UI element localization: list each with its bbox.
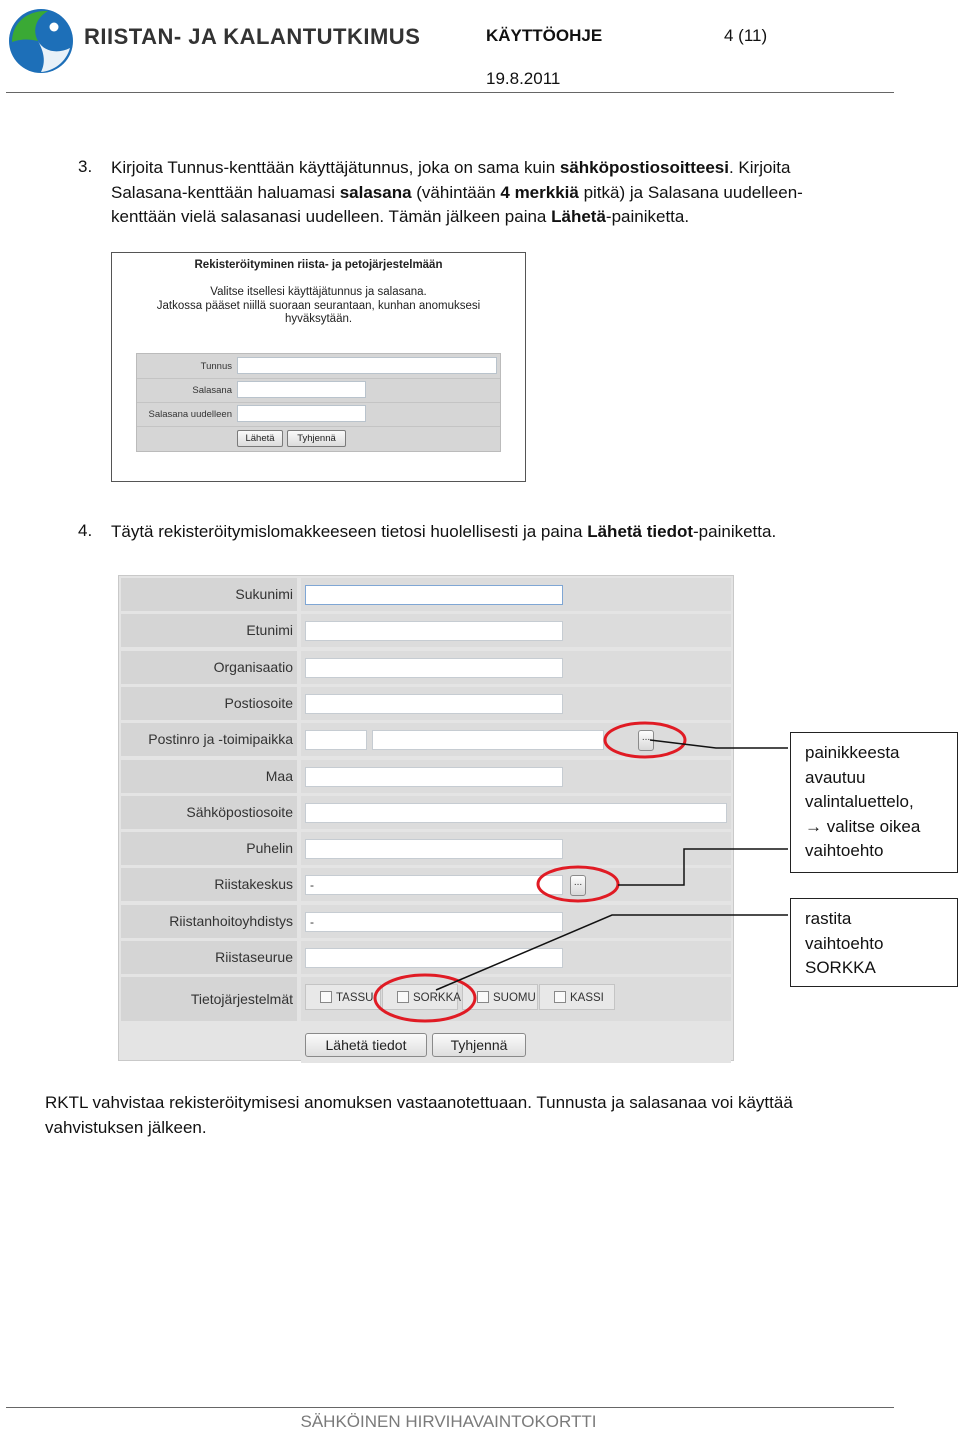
hunting-party-cell	[301, 941, 731, 974]
send-button[interactable]: Lähetä	[237, 430, 283, 447]
text-run: Salasana-kenttään haluamasi	[111, 182, 340, 202]
game-center-input[interactable]: -	[305, 875, 563, 895]
page-number: 4 (11)	[724, 26, 768, 45]
bold-term: 4 merkkiä	[500, 182, 579, 202]
username-input[interactable]	[237, 357, 497, 374]
game-center-cell	[301, 868, 731, 901]
account-form	[136, 353, 501, 452]
email-label: Sähköpostiosoite	[121, 796, 297, 829]
password-repeat-label: Salasana uudelleen	[148, 409, 232, 420]
step-3-text	[111, 156, 871, 230]
step-4-number: 4.	[78, 521, 93, 540]
hunting-association-label: Riistanhoitoyhdistys	[121, 905, 297, 938]
form-row-organization	[121, 651, 731, 684]
system-option-suomu	[462, 984, 538, 1010]
footer-title: SÄHKÖINEN HIRVIHAVAINTOKORTTI	[300, 1412, 597, 1431]
postal-code-input[interactable]	[305, 730, 367, 750]
registration-form-screenshot	[118, 575, 734, 1061]
surname-label: Sukunimi	[121, 578, 297, 611]
step-4-text	[111, 520, 891, 545]
form-row-username	[137, 354, 500, 379]
form-buttons-row	[121, 1023, 731, 1063]
sorkka-callout	[790, 898, 958, 987]
text-line	[45, 1091, 925, 1116]
form-row-information-systems	[121, 977, 731, 1021]
postal-cell	[301, 723, 731, 756]
system-option-kassi	[539, 984, 615, 1010]
form-row-game-center	[121, 868, 731, 901]
picker-button[interactable]: ...	[638, 730, 654, 751]
first-name-input[interactable]	[305, 621, 563, 641]
system-option-sorkka	[382, 984, 461, 1010]
text-run: vahvistuksen jälkeen.	[45, 1117, 207, 1137]
form-row-street-address	[121, 687, 731, 720]
phone-cell	[301, 832, 731, 865]
checkbox-label: TASSU	[336, 992, 374, 1005]
footer-divider	[6, 1407, 894, 1408]
registration-intro	[122, 286, 515, 327]
text-run: kenttään vielä salasanasi uudelleen. Tämän jälkeen paina	[111, 207, 552, 226]
picker-button[interactable]: ...	[570, 875, 586, 896]
header-divider	[6, 92, 894, 93]
password-input[interactable]	[237, 381, 366, 398]
email-input[interactable]	[305, 803, 727, 823]
checkbox-label: KASSI	[570, 992, 604, 1005]
form-row-hunting-association	[121, 905, 731, 938]
organization-input[interactable]	[305, 658, 563, 678]
organization-label: Organisaatio	[121, 651, 297, 684]
text-line	[45, 1116, 925, 1141]
callout-line: painikkeesta	[805, 743, 900, 762]
document-type: KÄYTTÖOHJE	[486, 26, 603, 45]
password-label: Salasana	[192, 385, 232, 396]
closing-paragraph	[45, 1091, 925, 1140]
callout-line: rastita	[805, 909, 852, 928]
text-line	[111, 181, 871, 206]
password-repeat-input[interactable]	[237, 405, 366, 422]
callout-line: avautuu	[805, 767, 866, 787]
form-row-first-name	[121, 614, 731, 647]
intro-line: Valitse itsellesi käyttäjätunnus ja salasana.	[210, 286, 427, 298]
checkbox-sorkka[interactable]	[397, 991, 409, 1003]
text-line	[111, 156, 871, 181]
callout-line: vaihtoehto	[805, 933, 884, 953]
form-buttons-cell	[301, 1023, 731, 1063]
text-run: -painiketta.	[605, 207, 690, 226]
callout-line: vaihtoehto	[805, 841, 884, 860]
form-row-password	[137, 378, 500, 403]
rktl-logo	[8, 8, 74, 74]
intro-line: Jatkossa pääset niillä suoraan seurantaan, kunhan anomuksesi	[156, 299, 481, 312]
username-label: Tunnus	[200, 361, 232, 372]
country-cell	[301, 760, 731, 793]
bold-term: salasana	[339, 182, 412, 202]
send-info-button[interactable]: Lähetä tiedot	[305, 1033, 427, 1057]
document-date: 19.8.2011	[486, 69, 561, 88]
surname-input[interactable]	[305, 585, 563, 605]
checkbox-tassu[interactable]	[320, 991, 332, 1003]
form-row-password-repeat	[137, 402, 500, 427]
bold-term: Lähetä tiedot	[587, 522, 694, 541]
organization-name: RIISTAN- JA KALANTUTKIMUS	[84, 24, 421, 49]
email-cell	[301, 796, 731, 829]
system-option-tassu	[305, 984, 381, 1010]
information-systems-label: Tietojärjestelmät	[121, 977, 297, 1021]
city-input[interactable]	[372, 730, 604, 750]
street-address-label: Postiosoite	[121, 687, 297, 720]
text-run: Kirjoita Tunnus-kenttään käyttäjätunnus, joka on sama kuin	[111, 158, 560, 177]
checkbox-kassi[interactable]	[554, 991, 566, 1003]
form-row-country	[121, 760, 731, 793]
game-center-label: Riistakeskus	[121, 868, 297, 901]
text-run: RKTL vahvistaa rekisteröitymisesi anomuksen vastaanotettuaan. Tunnusta ja salasanaa voi käyttää	[45, 1093, 793, 1112]
organization-cell	[301, 651, 731, 684]
clear-form-button[interactable]: Tyhjennä	[432, 1033, 526, 1057]
country-input[interactable]	[305, 767, 563, 787]
street-address-input[interactable]	[305, 694, 563, 714]
bold-term: Lähetä	[551, 207, 606, 226]
form-row-postal	[121, 723, 731, 756]
first-name-label: Etunimi	[121, 614, 297, 647]
information-systems-cell	[301, 977, 731, 1021]
text-run: -painiketta.	[693, 522, 777, 541]
hunting-party-input[interactable]	[305, 948, 563, 968]
checkbox-suomu[interactable]	[477, 991, 489, 1003]
text-line	[111, 520, 891, 545]
text-run: pitkä) ja Salasana uudelleen-	[578, 182, 803, 202]
postal-label: Postinro ja -toimipaikka	[121, 723, 297, 756]
form-row-phone	[121, 832, 731, 865]
surname-cell	[301, 578, 731, 611]
phone-label: Puhelin	[121, 832, 297, 865]
first-name-cell	[301, 614, 731, 647]
callout-line: SORKKA	[805, 958, 876, 977]
clear-button[interactable]: Tyhjennä	[287, 430, 346, 447]
form-row-hunting-party	[121, 941, 731, 974]
hunting-party-label: Riistaseurue	[121, 941, 297, 974]
country-label: Maa	[121, 760, 297, 793]
text-run: Täytä rekisteröitymislomakkeeseen tietosi huolellisesti ja paina	[111, 522, 588, 541]
registration-title: Rekisteröityminen riista- ja petojärjestelmään	[194, 259, 443, 271]
intro-line: hyväksytään.	[284, 313, 353, 325]
checkbox-label: SUOMU	[493, 992, 536, 1005]
hunting-association-input[interactable]: -	[305, 912, 563, 932]
step-3-number: 3.	[78, 157, 93, 176]
phone-input[interactable]	[305, 839, 563, 859]
text-line	[111, 205, 871, 230]
street-address-cell	[301, 687, 731, 720]
text-run: . Kirjoita	[728, 158, 791, 177]
callout-line: valintaluettelo,	[805, 792, 914, 811]
hunting-association-cell	[301, 905, 731, 938]
form-row-surname	[121, 578, 731, 611]
checkbox-label: SORKKA	[413, 992, 461, 1005]
bold-term: sähköpostiosoitteesi	[559, 158, 729, 177]
text-run: (vähintään	[411, 182, 501, 202]
picker-button-callout	[790, 732, 958, 873]
callout-line: → valitse oikea	[805, 816, 921, 836]
form-row-email	[121, 796, 731, 829]
account-registration-screenshot	[111, 252, 526, 482]
